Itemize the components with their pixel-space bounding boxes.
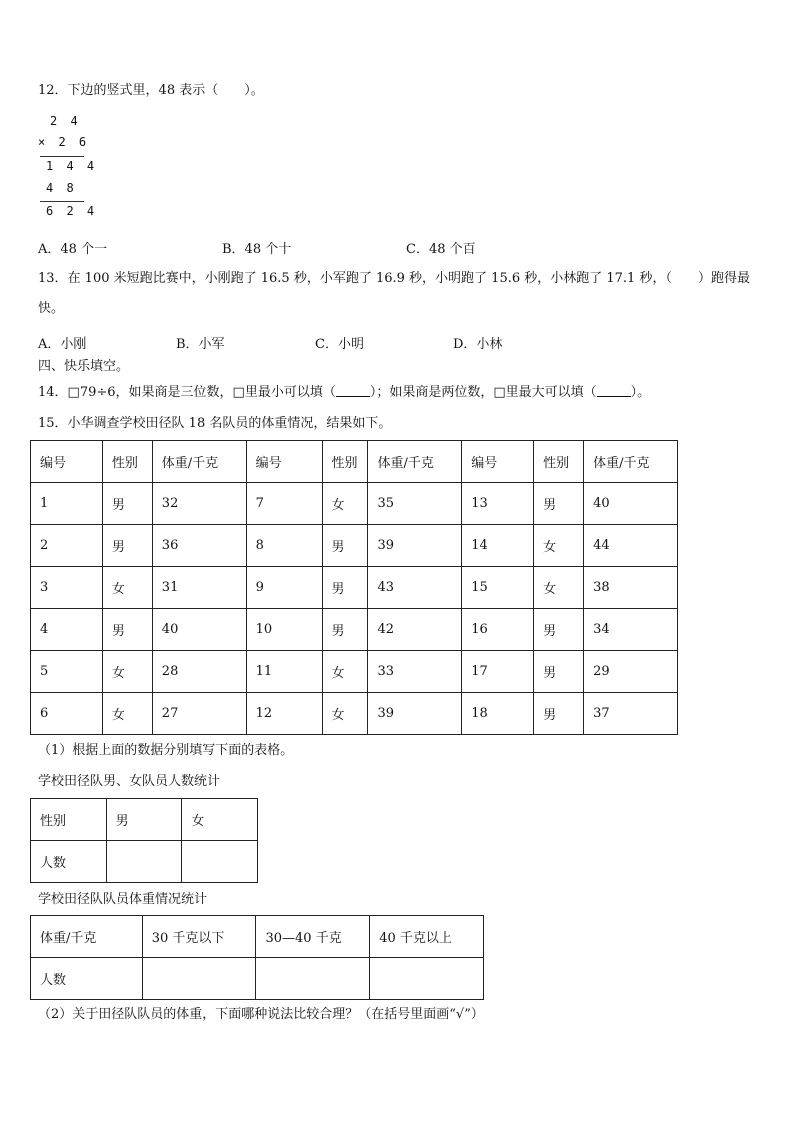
table-row bbox=[31, 525, 678, 567]
table-cell: 37 bbox=[584, 693, 678, 735]
table-cell: 男 bbox=[322, 567, 368, 609]
q13-option-a[interactable]: A．小刚 bbox=[38, 337, 87, 352]
table-cell: 10 bbox=[246, 609, 322, 651]
table-row bbox=[31, 483, 678, 525]
table-cell: 女 bbox=[534, 567, 584, 609]
table3-header-30-40: 30—40 千克 bbox=[256, 916, 370, 958]
table-header-cell: 性别 bbox=[102, 441, 152, 483]
table-cell: 29 bbox=[584, 651, 678, 693]
q14-part-2: ）；如果商是两位数，□里最大可以填（ bbox=[369, 385, 597, 400]
table-cell: 6 bbox=[31, 693, 103, 735]
table2-header-gender: 性别 bbox=[31, 799, 107, 841]
table-header-cell: 体重/千克 bbox=[368, 441, 462, 483]
q12-option-b[interactable]: B．48 个十 bbox=[222, 242, 292, 257]
table-cell: 2 bbox=[31, 525, 103, 567]
table-cell: 35 bbox=[368, 483, 462, 525]
table3-title: 学校田径队队员体重情况统计 bbox=[38, 892, 208, 907]
table-cell: 38 bbox=[584, 567, 678, 609]
table-cell: 女 bbox=[102, 693, 152, 735]
table-cell: 男 bbox=[102, 483, 152, 525]
vertical-row-1: 2 4 bbox=[50, 114, 81, 128]
vertical-row-4: 4 8 bbox=[46, 181, 77, 195]
q13-option-b[interactable]: B．小军 bbox=[176, 337, 225, 352]
table-cell: 42 bbox=[368, 609, 462, 651]
table-cell: 女 bbox=[102, 651, 152, 693]
table-cell: 18 bbox=[462, 693, 534, 735]
table-cell: 39 bbox=[368, 693, 462, 735]
table3-header-below-30: 30 千克以下 bbox=[142, 916, 256, 958]
vertical-line-1 bbox=[40, 156, 84, 157]
table2-row-label: 人数 bbox=[31, 841, 107, 883]
q12-option-a[interactable]: A．48 个一 bbox=[38, 242, 108, 257]
table3-cell-below-30[interactable] bbox=[142, 958, 256, 1000]
q13-line-2: 快。 bbox=[38, 301, 65, 316]
table-header-cell: 编号 bbox=[462, 441, 534, 483]
q14-part-3: ）。 bbox=[630, 385, 651, 400]
table-cell: 男 bbox=[102, 525, 152, 567]
table-cell: 男 bbox=[534, 651, 584, 693]
table-cell: 女 bbox=[534, 525, 584, 567]
table-cell: 女 bbox=[322, 651, 368, 693]
q13-line-1: 13．在 100 米短跑比赛中，小刚跑了 16.5 秒，小军跑了 16.9 秒，小明跑了 15.6 秒，小林跑了 17.1 秒，（ ）跑得最 bbox=[38, 271, 750, 286]
table-cell: 14 bbox=[462, 525, 534, 567]
q14-blank-2[interactable] bbox=[597, 384, 631, 397]
table-cell: 3 bbox=[31, 567, 103, 609]
table-cell: 17 bbox=[462, 651, 534, 693]
table-cell: 5 bbox=[31, 651, 103, 693]
table-cell: 4 bbox=[31, 609, 103, 651]
table-header-cell: 性别 bbox=[322, 441, 368, 483]
table-cell: 34 bbox=[584, 609, 678, 651]
table-row bbox=[31, 693, 678, 735]
gender-count-table bbox=[30, 798, 258, 883]
table-cell: 40 bbox=[152, 609, 246, 651]
table-header-cell: 编号 bbox=[31, 441, 103, 483]
vertical-row-2: × 2 6 bbox=[38, 135, 90, 149]
table3-header-weight: 体重/千克 bbox=[31, 916, 143, 958]
vertical-row-5: 6 2 4 bbox=[46, 204, 98, 218]
table-cell: 16 bbox=[462, 609, 534, 651]
table-cell: 女 bbox=[102, 567, 152, 609]
table-cell: 43 bbox=[368, 567, 462, 609]
table-cell: 31 bbox=[152, 567, 246, 609]
table-row bbox=[31, 609, 678, 651]
q15-text: 15．小华调查学校田径队 18 名队员的体重情况，结果如下。 bbox=[38, 416, 392, 431]
table-header-cell: 编号 bbox=[246, 441, 322, 483]
table-cell: 9 bbox=[246, 567, 322, 609]
q12-option-c[interactable]: C．48 个百 bbox=[406, 242, 476, 257]
table-cell: 44 bbox=[584, 525, 678, 567]
table-cell: 15 bbox=[462, 567, 534, 609]
table-cell: 女 bbox=[322, 483, 368, 525]
q13-option-c[interactable]: C．小明 bbox=[315, 337, 364, 352]
table-header-cell: 体重/千克 bbox=[152, 441, 246, 483]
q15-sub-2: （2）关于田径队队员的体重，下面哪种说法比较合理？（在括号里面画“√”） bbox=[38, 1007, 484, 1022]
table-cell: 男 bbox=[102, 609, 152, 651]
table3-cell-30-40[interactable] bbox=[256, 958, 370, 1000]
table-cell: 12 bbox=[246, 693, 322, 735]
q14-text bbox=[38, 384, 650, 402]
table-cell: 男 bbox=[534, 609, 584, 651]
table2-header-male: 男 bbox=[106, 799, 182, 841]
q14-blank-1[interactable] bbox=[336, 384, 370, 397]
table2-cell-male-count[interactable] bbox=[106, 841, 182, 883]
table2-header-female: 女 bbox=[182, 799, 258, 841]
table-cell: 13 bbox=[462, 483, 534, 525]
table2-title: 学校田径队男、女队员人数统计 bbox=[38, 774, 221, 789]
table-cell: 36 bbox=[152, 525, 246, 567]
q12-text: 12．下边的竖式里，48 表示（ ）。 bbox=[38, 83, 264, 98]
table3-cell-above-40[interactable] bbox=[370, 958, 484, 1000]
q13-option-d[interactable]: D．小林 bbox=[453, 337, 503, 352]
q14-part-1: 14．□79÷6，如果商是三位数，□里最小可以填（ bbox=[38, 385, 336, 400]
table-cell: 11 bbox=[246, 651, 322, 693]
table-cell: 39 bbox=[368, 525, 462, 567]
table3-header-above-40: 40 千克以上 bbox=[370, 916, 484, 958]
table-cell: 7 bbox=[246, 483, 322, 525]
weight-range-table bbox=[30, 915, 484, 1000]
vertical-line-2 bbox=[40, 201, 84, 202]
weight-data-table bbox=[30, 440, 678, 735]
table-cell: 女 bbox=[322, 693, 368, 735]
table-cell: 32 bbox=[152, 483, 246, 525]
table-cell: 40 bbox=[584, 483, 678, 525]
table2-cell-female-count[interactable] bbox=[182, 841, 258, 883]
table-cell: 男 bbox=[322, 609, 368, 651]
table-header-cell: 性别 bbox=[534, 441, 584, 483]
vertical-row-3: 1 4 4 bbox=[46, 159, 98, 173]
table-row bbox=[31, 567, 678, 609]
table-cell: 男 bbox=[322, 525, 368, 567]
table-cell: 男 bbox=[534, 693, 584, 735]
table-cell: 28 bbox=[152, 651, 246, 693]
q15-sub-1: （1）根据上面的数据分别填写下面的表格。 bbox=[38, 743, 294, 758]
table-cell: 33 bbox=[368, 651, 462, 693]
table-cell: 27 bbox=[152, 693, 246, 735]
table-cell: 1 bbox=[31, 483, 103, 525]
table-cell: 8 bbox=[246, 525, 322, 567]
table-row bbox=[31, 651, 678, 693]
table-header-cell: 体重/千克 bbox=[584, 441, 678, 483]
section-heading: 四、快乐填空。 bbox=[38, 359, 130, 374]
table3-row-label: 人数 bbox=[31, 958, 143, 1000]
table-header-row bbox=[31, 441, 678, 483]
table-cell: 男 bbox=[534, 483, 584, 525]
